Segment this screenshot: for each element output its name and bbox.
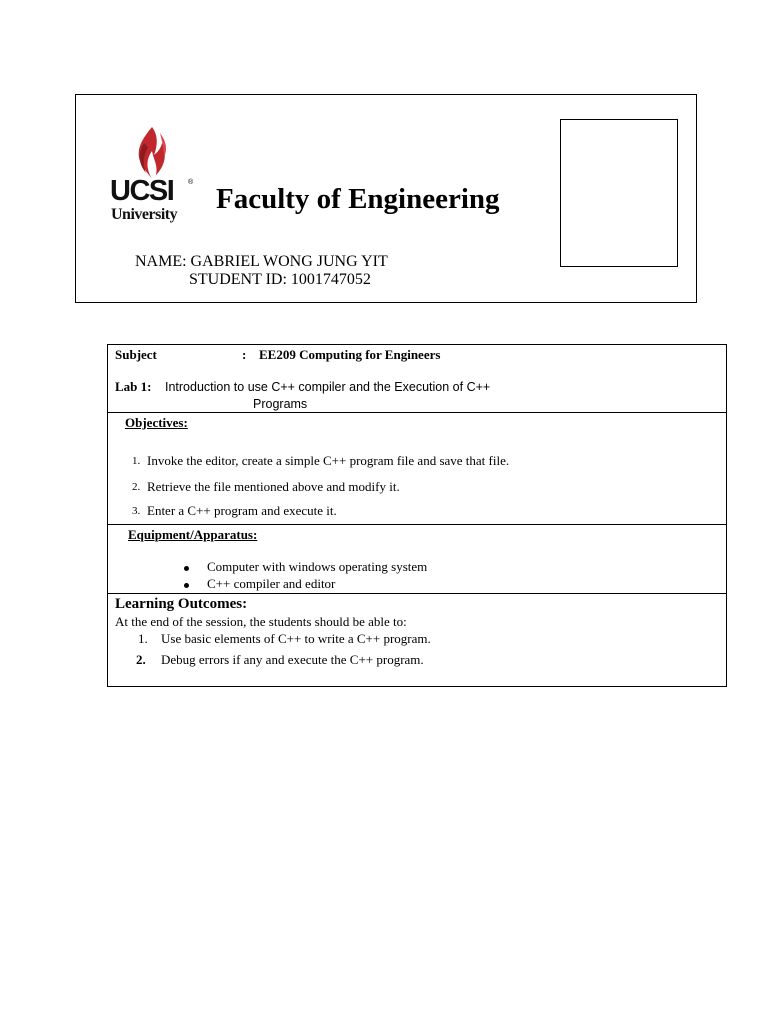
photo-placeholder — [560, 119, 678, 267]
outcome-item: Debug errors if any and execute the C++ program. — [161, 652, 424, 667]
logo-wordmark: UCSI — [110, 175, 174, 207]
outcome-number: 1. — [138, 631, 148, 646]
objective-number: 1. — [132, 455, 141, 467]
equipment-item: Computer with windows operating system — [207, 559, 428, 574]
faculty-title: Faculty of Engineering — [216, 183, 500, 215]
outcomes-intro: At the end of the session, the students should be able to: — [115, 614, 407, 629]
flame-icon — [132, 125, 172, 181]
outcome-item: Use basic elements of C++ to write a C++ program. — [161, 631, 431, 646]
ucsi-logo — [110, 125, 194, 229]
subject-separator: : — [242, 347, 247, 362]
lab-label: Lab 1: — [115, 379, 152, 394]
objective-number: 2. — [132, 481, 141, 493]
objectives-row — [108, 413, 726, 525]
student-name: NAME: GABRIEL WONG JUNG YIT — [135, 253, 388, 270]
lab-title-line2: Programs — [253, 397, 308, 411]
subject-row — [108, 345, 726, 413]
outcomes-heading: Learning Outcomes: — [115, 596, 248, 612]
outcome-number: 2. — [136, 652, 146, 667]
student-id: STUDENT ID: 1001747052 — [189, 271, 371, 288]
objective-item: Invoke the editor, create a simple C++ program file and save that file. — [147, 453, 510, 468]
equipment-item: C++ compiler and editor — [207, 576, 336, 591]
subject-label: Subject — [115, 347, 157, 362]
cover-header — [75, 94, 697, 303]
logo-registered-mark: ® — [188, 179, 194, 186]
objective-item: Enter a C++ program and execute it. — [147, 503, 337, 518]
subject-value: EE209 Computing for Engineers — [259, 347, 441, 362]
equipment-row — [108, 525, 726, 594]
logo-subtext: University — [111, 206, 178, 223]
lab-title-line1: Introduction to use C++ compiler and the Execution of C++ — [165, 380, 491, 394]
objective-item: Retrieve the file mentioned above and modify it. — [147, 479, 400, 494]
objectives-heading: Objectives: — [125, 415, 188, 430]
lab-info-table — [107, 344, 727, 687]
bullet-icon — [184, 566, 189, 571]
equipment-heading: Equipment/Apparatus: — [128, 527, 258, 542]
bullet-icon — [184, 583, 189, 588]
outcomes-row — [108, 594, 726, 686]
objective-number: 3. — [132, 505, 141, 517]
